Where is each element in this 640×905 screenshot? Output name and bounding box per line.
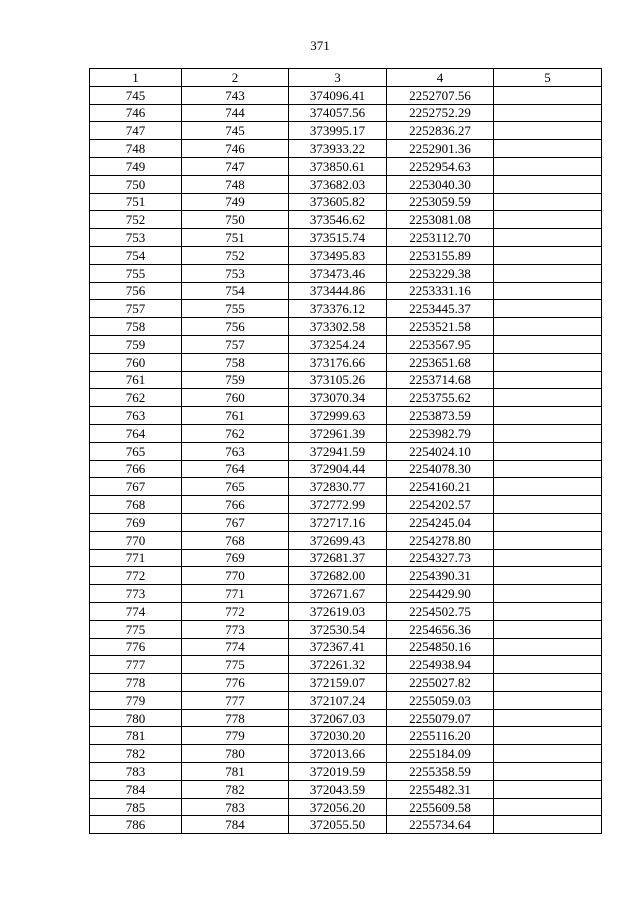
coordinate-x-cell: 372367.41 [289,638,387,656]
point-number-cell: 746 [90,104,182,122]
coordinate-y-cell: 2253229.38 [387,264,494,282]
point-number-cell: 770 [90,531,182,549]
coordinate-x-cell: 372067.03 [289,709,387,727]
previous-point-cell: 748 [182,175,289,193]
coordinate-x-cell: 373176.66 [289,353,387,371]
table-row [90,780,602,798]
coordinate-x-cell: 373254.24 [289,335,387,353]
point-number-cell: 745 [90,86,182,104]
previous-point-cell: 751 [182,229,289,247]
point-number-cell: 771 [90,549,182,567]
coordinate-y-cell: 2254850.16 [387,638,494,656]
coordinate-y-cell: 2253982.79 [387,424,494,442]
previous-point-cell: 753 [182,264,289,282]
note-cell [494,567,602,585]
coordinate-x-cell: 372056.20 [289,798,387,816]
previous-point-cell: 749 [182,193,289,211]
point-number-cell: 784 [90,780,182,798]
previous-point-cell: 778 [182,709,289,727]
note-cell [494,175,602,193]
note-cell [494,371,602,389]
point-number-cell: 780 [90,709,182,727]
table-row [90,335,602,353]
table-row [90,175,602,193]
coordinate-x-cell: 372043.59 [289,780,387,798]
point-number-cell: 754 [90,246,182,264]
note-cell [494,763,602,781]
previous-point-cell: 757 [182,335,289,353]
coordinate-x-cell: 374057.56 [289,104,387,122]
point-number-cell: 767 [90,478,182,496]
point-number-cell: 755 [90,264,182,282]
previous-point-cell: 776 [182,674,289,692]
table-row [90,104,602,122]
previous-point-cell: 773 [182,620,289,638]
coordinate-x-cell: 372261.32 [289,656,387,674]
table-row [90,246,602,264]
point-number-cell: 764 [90,424,182,442]
point-number-cell: 776 [90,638,182,656]
table-row [90,567,602,585]
coordinate-x-cell: 373933.22 [289,140,387,158]
note-cell [494,531,602,549]
coordinate-x-cell: 372619.03 [289,602,387,620]
note-cell [494,122,602,140]
point-number-cell: 773 [90,585,182,603]
point-number-cell: 768 [90,496,182,514]
coordinate-x-cell: 372107.24 [289,691,387,709]
point-number-cell: 762 [90,389,182,407]
note-cell [494,389,602,407]
coordinate-x-cell: 372699.43 [289,531,387,549]
coordinate-x-cell: 372941.59 [289,442,387,460]
previous-point-cell: 755 [182,300,289,318]
table-row [90,674,602,692]
point-number-cell: 761 [90,371,182,389]
point-number-cell: 775 [90,620,182,638]
point-number-cell: 777 [90,656,182,674]
column-header: 2 [182,69,289,87]
previous-point-cell: 774 [182,638,289,656]
note-cell [494,300,602,318]
coordinate-x-cell: 372772.99 [289,496,387,514]
previous-point-cell: 768 [182,531,289,549]
table-row [90,602,602,620]
coordinate-x-cell: 373376.12 [289,300,387,318]
coordinate-y-cell: 2255609.58 [387,798,494,816]
point-number-cell: 769 [90,513,182,531]
note-cell [494,478,602,496]
coordinate-y-cell: 2252752.29 [387,104,494,122]
coordinate-y-cell: 2254160.21 [387,478,494,496]
column-header: 3 [289,69,387,87]
point-number-cell: 752 [90,211,182,229]
coordinate-y-cell: 2252836.27 [387,122,494,140]
note-cell [494,780,602,798]
table-row [90,140,602,158]
table-row [90,424,602,442]
note-cell [494,104,602,122]
note-cell [494,656,602,674]
point-number-cell: 751 [90,193,182,211]
table-row [90,389,602,407]
note-cell [494,246,602,264]
coordinate-y-cell: 2255116.20 [387,727,494,745]
previous-point-cell: 765 [182,478,289,496]
coordinate-x-cell: 372961.39 [289,424,387,442]
table-row [90,531,602,549]
note-cell [494,709,602,727]
table-row [90,638,602,656]
coordinate-y-cell: 2255358.59 [387,763,494,781]
coordinate-y-cell: 2254024.10 [387,442,494,460]
coordinate-x-cell: 373605.82 [289,193,387,211]
table-row [90,549,602,567]
note-cell [494,620,602,638]
previous-point-cell: 756 [182,318,289,336]
point-number-cell: 774 [90,602,182,620]
table-row [90,513,602,531]
coordinate-y-cell: 2252901.36 [387,140,494,158]
coordinate-y-cell: 2254502.75 [387,602,494,620]
note-cell [494,86,602,104]
note-cell [494,335,602,353]
coordinate-y-cell: 2255482.31 [387,780,494,798]
point-number-cell: 760 [90,353,182,371]
coordinate-y-cell: 2254202.57 [387,496,494,514]
coordinate-y-cell: 2255734.64 [387,816,494,834]
previous-point-cell: 760 [182,389,289,407]
previous-point-cell: 783 [182,798,289,816]
note-cell [494,727,602,745]
coordinate-y-cell: 2254390.31 [387,567,494,585]
previous-point-cell: 761 [182,407,289,425]
coordinate-y-cell: 2253873.59 [387,407,494,425]
coordinate-x-cell: 373473.46 [289,264,387,282]
previous-point-cell: 750 [182,211,289,229]
table-row [90,300,602,318]
table-row [90,656,602,674]
coordinate-x-cell: 372013.66 [289,745,387,763]
note-cell [494,585,602,603]
coordinate-x-cell: 373515.74 [289,229,387,247]
table-row [90,442,602,460]
coordinate-y-cell: 2253331.16 [387,282,494,300]
coordinate-y-cell: 2254327.73 [387,549,494,567]
point-number-cell: 786 [90,816,182,834]
coordinate-x-cell: 372717.16 [289,513,387,531]
table-row [90,691,602,709]
coordinate-y-cell: 2253521.58 [387,318,494,336]
coordinate-x-cell: 373070.34 [289,389,387,407]
coordinate-y-cell: 2255027.82 [387,674,494,692]
note-cell [494,229,602,247]
previous-point-cell: 758 [182,353,289,371]
note-cell [494,424,602,442]
table-row [90,353,602,371]
note-cell [494,407,602,425]
point-number-cell: 783 [90,763,182,781]
previous-point-cell: 784 [182,816,289,834]
coordinate-x-cell: 372999.63 [289,407,387,425]
point-number-cell: 757 [90,300,182,318]
coordinate-x-cell: 372019.59 [289,763,387,781]
coordinate-y-cell: 2253059.59 [387,193,494,211]
note-cell [494,318,602,336]
note-cell [494,282,602,300]
coordinate-x-cell: 372904.44 [289,460,387,478]
coordinate-y-cell: 2252954.63 [387,157,494,175]
point-number-cell: 750 [90,175,182,193]
coordinate-y-cell: 2253651.68 [387,353,494,371]
previous-point-cell: 766 [182,496,289,514]
coordinate-x-cell: 373850.61 [289,157,387,175]
table-row [90,318,602,336]
point-number-cell: 758 [90,318,182,336]
note-cell [494,602,602,620]
note-cell [494,745,602,763]
column-header: 1 [90,69,182,87]
table-row [90,798,602,816]
previous-point-cell: 782 [182,780,289,798]
previous-point-cell: 743 [182,86,289,104]
coordinate-y-cell: 2253714.68 [387,371,494,389]
note-cell [494,513,602,531]
note-cell [494,798,602,816]
note-cell [494,460,602,478]
column-header: 5 [494,69,602,87]
coordinate-x-cell: 373546.62 [289,211,387,229]
note-cell [494,264,602,282]
note-cell [494,353,602,371]
coordinate-y-cell: 2254938.94 [387,656,494,674]
table-row [90,763,602,781]
coordinate-y-cell: 2254245.04 [387,513,494,531]
table-row [90,371,602,389]
point-number-cell: 766 [90,460,182,478]
previous-point-cell: 779 [182,727,289,745]
table-row [90,745,602,763]
table-header-row [90,69,602,87]
note-cell [494,549,602,567]
previous-point-cell: 780 [182,745,289,763]
table-row [90,282,602,300]
coordinate-y-cell: 2254278.80 [387,531,494,549]
table-row [90,157,602,175]
note-cell [494,211,602,229]
previous-point-cell: 781 [182,763,289,781]
table-body [90,86,602,833]
previous-point-cell: 764 [182,460,289,478]
coordinate-y-cell: 2253567.95 [387,335,494,353]
point-number-cell: 748 [90,140,182,158]
table-row [90,709,602,727]
coordinate-x-cell: 373495.83 [289,246,387,264]
previous-point-cell: 777 [182,691,289,709]
previous-point-cell: 772 [182,602,289,620]
coordinate-x-cell: 373995.17 [289,122,387,140]
coordinates-table [89,68,602,834]
coordinate-x-cell: 372530.54 [289,620,387,638]
table-row [90,585,602,603]
coordinate-y-cell: 2253081.08 [387,211,494,229]
coordinate-x-cell: 372682.00 [289,567,387,585]
page-number: 371 [310,38,330,53]
note-cell [494,140,602,158]
coordinate-y-cell: 2252707.56 [387,86,494,104]
note-cell [494,816,602,834]
previous-point-cell: 769 [182,549,289,567]
previous-point-cell: 763 [182,442,289,460]
note-cell [494,674,602,692]
coordinate-x-cell: 372681.37 [289,549,387,567]
previous-point-cell: 746 [182,140,289,158]
table-row [90,211,602,229]
point-number-cell: 778 [90,674,182,692]
column-header: 4 [387,69,494,87]
point-number-cell: 753 [90,229,182,247]
coordinate-y-cell: 2255079.07 [387,709,494,727]
table-row [90,193,602,211]
note-cell [494,193,602,211]
table-row [90,86,602,104]
table-row [90,816,602,834]
previous-point-cell: 745 [182,122,289,140]
point-number-cell: 781 [90,727,182,745]
coordinate-x-cell: 373302.58 [289,318,387,336]
coordinate-y-cell: 2254656.36 [387,620,494,638]
point-number-cell: 756 [90,282,182,300]
point-number-cell: 772 [90,567,182,585]
table-row [90,620,602,638]
note-cell [494,638,602,656]
coordinate-x-cell: 373444.86 [289,282,387,300]
coordinate-y-cell: 2253755.62 [387,389,494,407]
coordinate-y-cell: 2255184.09 [387,745,494,763]
point-number-cell: 747 [90,122,182,140]
previous-point-cell: 747 [182,157,289,175]
coordinate-x-cell: 372671.67 [289,585,387,603]
coordinate-y-cell: 2253040.30 [387,175,494,193]
point-number-cell: 785 [90,798,182,816]
previous-point-cell: 759 [182,371,289,389]
coordinate-x-cell: 372159.07 [289,674,387,692]
coordinate-x-cell: 373105.26 [289,371,387,389]
coordinate-y-cell: 2253445.37 [387,300,494,318]
coordinate-x-cell: 372030.20 [289,727,387,745]
coordinate-x-cell: 372830.77 [289,478,387,496]
previous-point-cell: 762 [182,424,289,442]
previous-point-cell: 754 [182,282,289,300]
point-number-cell: 749 [90,157,182,175]
coordinate-x-cell: 374096.41 [289,86,387,104]
coordinate-y-cell: 2253155.89 [387,246,494,264]
point-number-cell: 765 [90,442,182,460]
note-cell [494,442,602,460]
point-number-cell: 763 [90,407,182,425]
previous-point-cell: 775 [182,656,289,674]
coordinate-y-cell: 2255059.03 [387,691,494,709]
table-row [90,496,602,514]
coordinate-x-cell: 373682.03 [289,175,387,193]
table-row [90,264,602,282]
previous-point-cell: 770 [182,567,289,585]
coordinate-x-cell: 372055.50 [289,816,387,834]
previous-point-cell: 767 [182,513,289,531]
coordinate-y-cell: 2254429.90 [387,585,494,603]
table-row [90,229,602,247]
table-row [90,460,602,478]
point-number-cell: 759 [90,335,182,353]
table-row [90,727,602,745]
point-number-cell: 779 [90,691,182,709]
point-number-cell: 782 [90,745,182,763]
previous-point-cell: 744 [182,104,289,122]
table-row [90,478,602,496]
coordinate-y-cell: 2253112.70 [387,229,494,247]
table-row [90,122,602,140]
note-cell [494,157,602,175]
coordinate-y-cell: 2254078.30 [387,460,494,478]
previous-point-cell: 752 [182,246,289,264]
table-row [90,407,602,425]
previous-point-cell: 771 [182,585,289,603]
note-cell [494,691,602,709]
note-cell [494,496,602,514]
